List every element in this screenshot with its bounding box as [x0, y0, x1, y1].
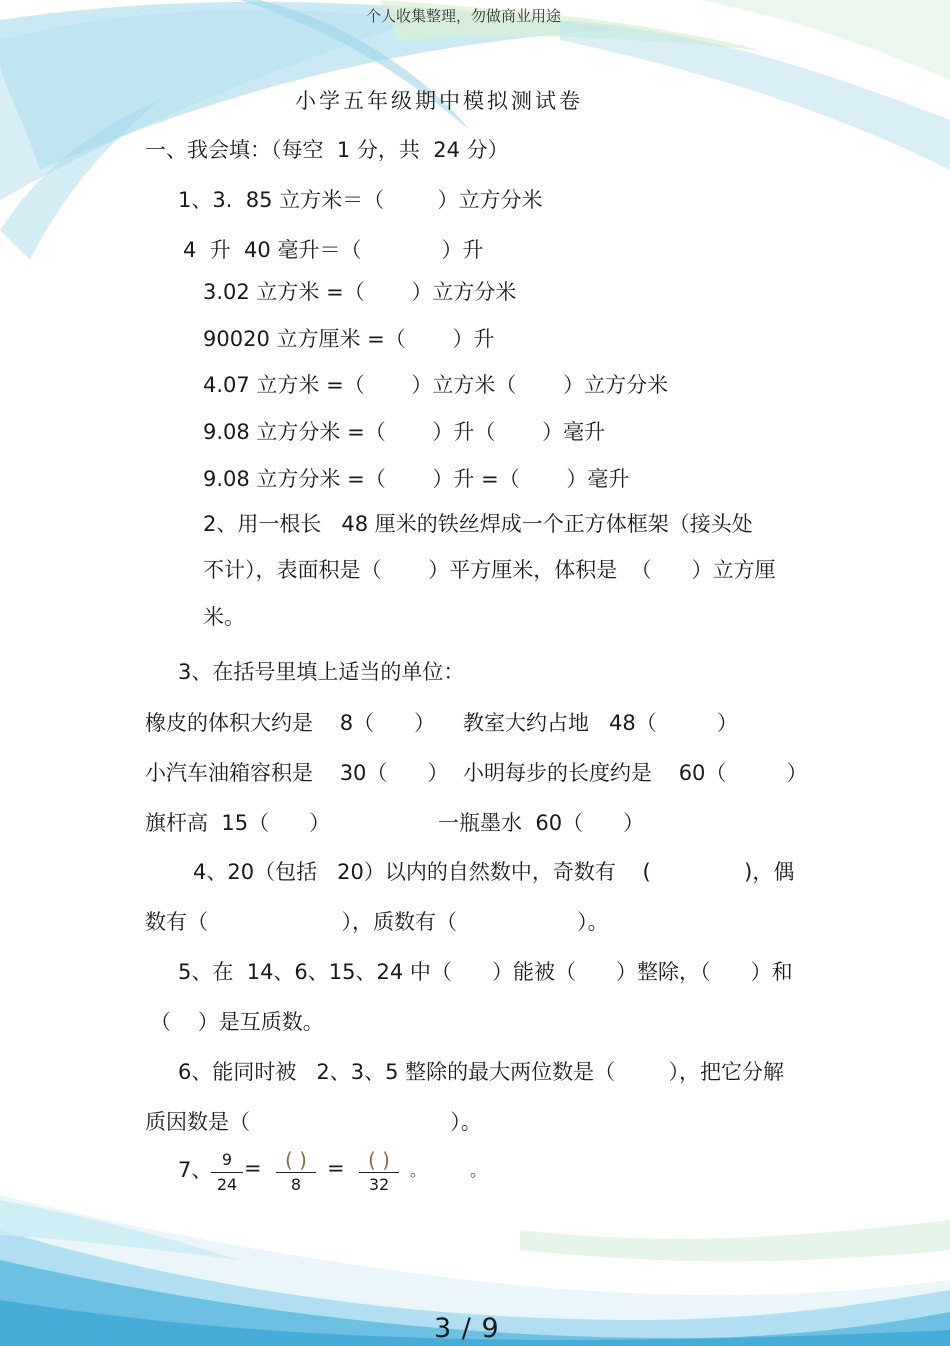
page-number: 3 / 9 — [434, 1313, 500, 1344]
fraction-9-24 — [207, 1150, 247, 1195]
question-4-line: 4、20（包括 20）以内的自然数中，奇数有 ( )，偶 — [193, 860, 795, 884]
fraction-denominator: 24 — [216, 1175, 238, 1194]
page-header-note: 个人收集整理，勿做商业用途 — [366, 7, 562, 25]
fraction-denominator: 32 — [368, 1175, 390, 1194]
question-3-item: 小汽车油箱容积是 30（ ） — [145, 761, 449, 785]
fraction-numerator: 9 — [221, 1150, 233, 1169]
fraction-blank-32 — [355, 1150, 403, 1195]
question-1-line: 9.08 立方分米 =（ ）升 =（ ）毫升 — [203, 467, 630, 491]
fraction-bar — [359, 1172, 399, 1173]
question-7-label: 7、 — [178, 1158, 213, 1182]
question-3-line: 3、在括号里填上适当的单位： — [178, 660, 465, 684]
question-1-line: 1、3. 85 立方米＝（ ）立方分米 — [178, 188, 543, 212]
question-3-item: 教室大约占地 48（ ） — [463, 711, 738, 735]
question-2-line: 2、用一根长 48 厘米的铁丝焊成一个正方体框架（接头处 — [203, 512, 753, 536]
equals-sign: = — [244, 1156, 262, 1180]
question-5-line: 5、在 14、6、15、24 中（ ）能被（ ）整除，（ ）和 — [178, 960, 793, 984]
question-3-item: 旗杆高 15（ ） — [145, 811, 331, 835]
fraction-bar — [211, 1172, 243, 1173]
fraction-numerator-blank: ( ) — [368, 1148, 390, 1172]
trailing-period: 。 — [410, 1161, 427, 1180]
question-1-line: 4.07 立方米 =（ ）立方米（ ）立方分米 — [203, 373, 669, 397]
question-1-line: 9.08 立方分米 =（ ）升（ ）毫升 — [203, 420, 606, 444]
question-3-item: 一瓶墨水 60（ ） — [438, 811, 645, 835]
question-4-line: 数有（ ），质数有（ ）。 — [145, 910, 609, 934]
fraction-bar — [276, 1172, 316, 1173]
page-title: 小学五年级期中模拟测试卷 — [295, 89, 583, 113]
fraction-numerator-blank: ( ) — [285, 1148, 307, 1172]
question-6-line: 质因数是（ ）。 — [145, 1110, 482, 1134]
question-1-line: 90020 立方厘米 =（ ）升 — [203, 327, 495, 351]
trailing-period: 。 — [470, 1161, 487, 1180]
question-3-item: 橡皮的体积大约是 8（ ） — [145, 711, 436, 735]
question-2-line: 米。 — [203, 605, 245, 629]
question-5-line: （ ）是互质数。 — [150, 1010, 324, 1034]
question-1-line: 4 升 40 毫升＝（ ）升 — [183, 238, 484, 262]
fraction-blank-8 — [272, 1150, 320, 1195]
fraction-denominator: 8 — [290, 1175, 302, 1194]
question-2-line: 不计），表面积是（ ）平方厘米，体积是 （ ）立方厘 — [203, 558, 776, 582]
section-heading: 一、我会填：（每空 1 分，共 24 分） — [145, 138, 509, 162]
question-1-line: 3.02 立方米 =（ ）立方分米 — [203, 280, 517, 304]
question-3-item: 小明每步的长度约是 60（ ） — [463, 761, 808, 785]
equals-sign: = — [327, 1156, 345, 1180]
question-6-line: 6、能同时被 2、3、5 整除的最大两位数是（ ），把它分解 — [178, 1060, 785, 1084]
